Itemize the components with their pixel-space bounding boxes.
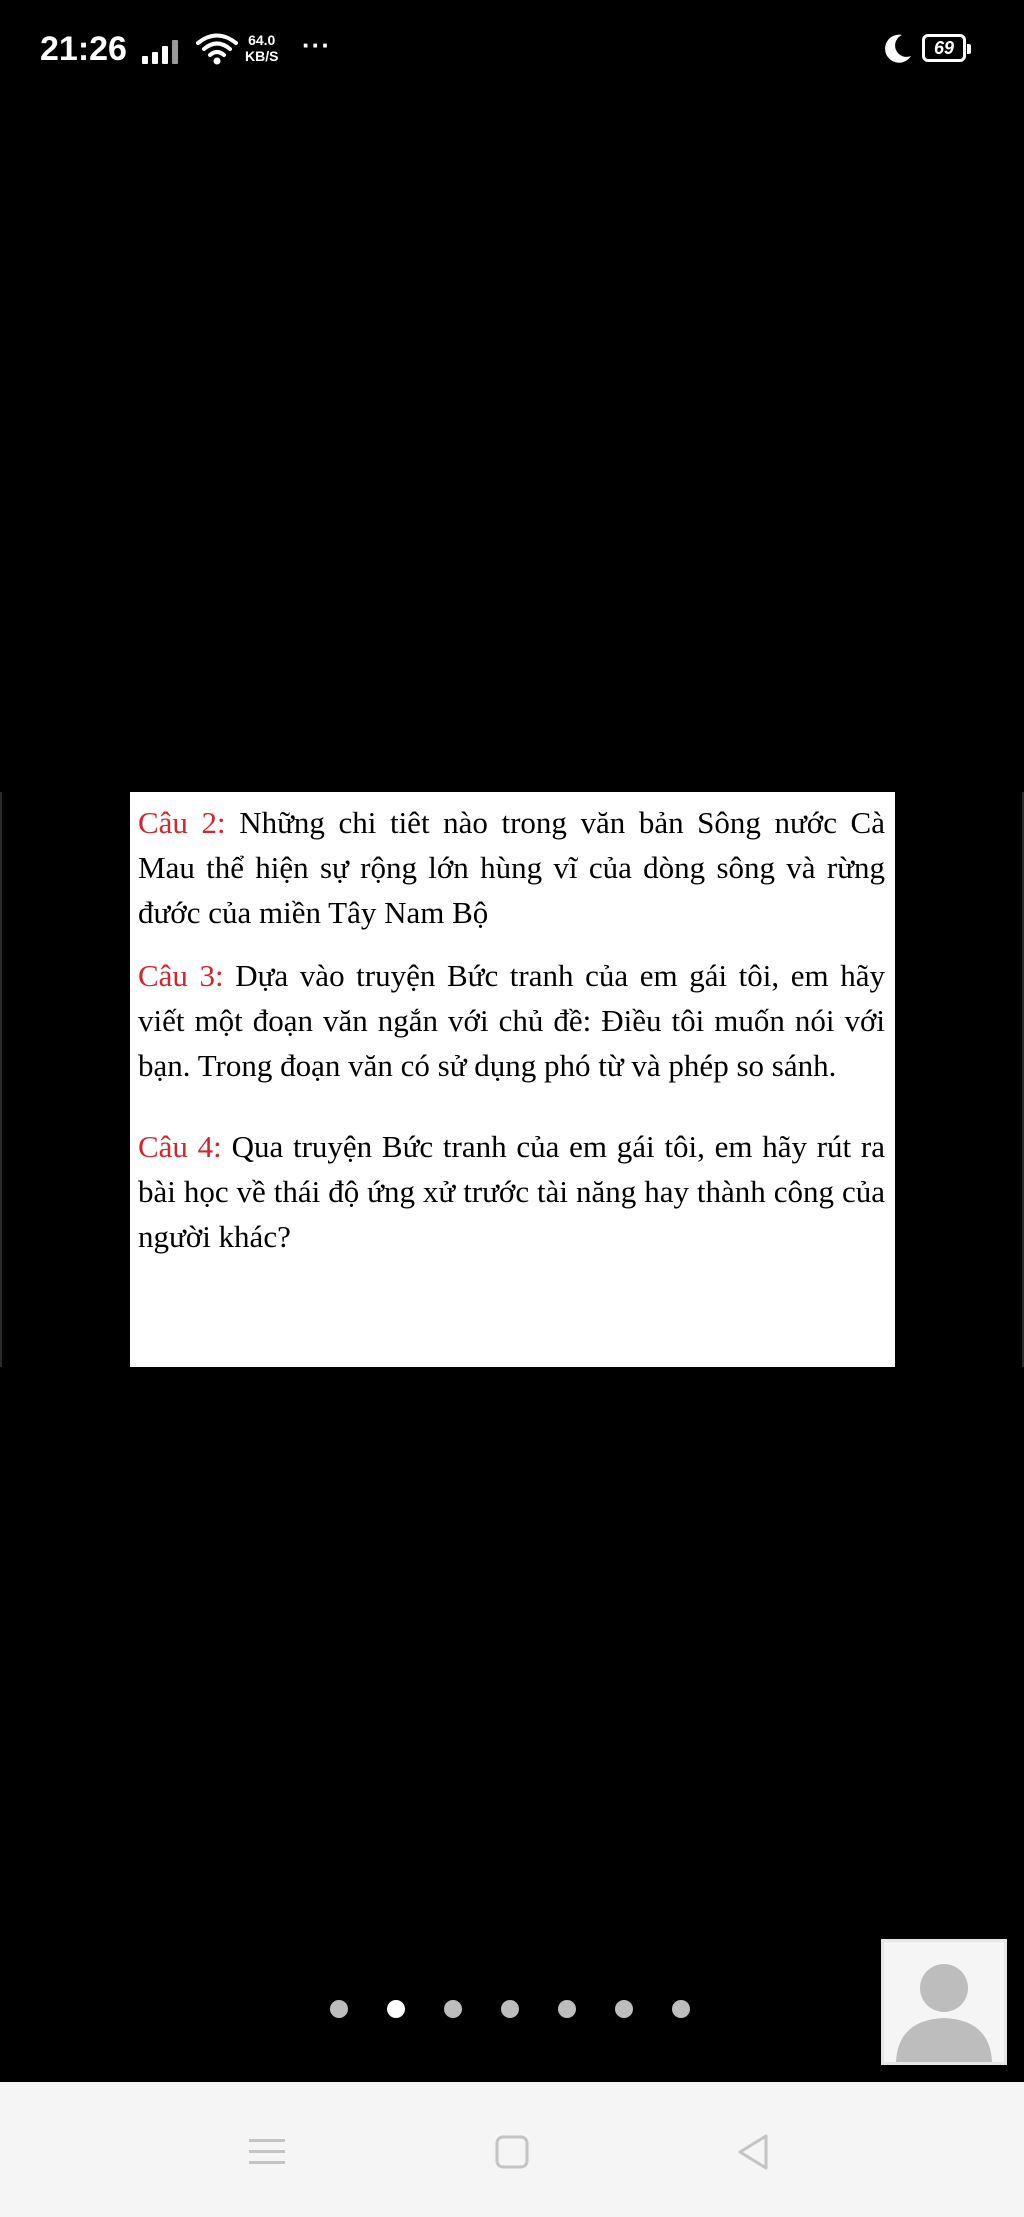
page-dot[interactable] [558,2000,576,2018]
user-icon [884,1942,1004,2062]
left-divider [0,792,2,1367]
page-dot[interactable] [672,2000,690,2018]
network-speed-value: 64.0 [248,32,276,48]
back-icon [736,2133,772,2171]
network-speed [245,32,278,64]
battery-level: 69 [933,37,955,58]
moon-icon [880,32,914,66]
question-label: Câu 3: [138,958,224,993]
more-notifications: ··· [302,30,331,60]
back-button[interactable] [724,2122,784,2182]
clock: 21:26 [40,30,127,68]
question-text: Những chi tiêt nào trong văn bản Sông nước Cà Mau thể hiện sự rộng lớn hùng vĩ của dòng sông và rừng đước của miền Tây Nam Bộ [138,805,885,930]
status-bar [0,0,1024,100]
avatar[interactable] [881,1939,1007,2065]
signal-icon [142,38,178,64]
question-text: Qua truyện Bức tranh của em gái tôi, em hãy rút ra bài học về thái độ ứng xử trước tài năng hay thành công của người khác? [138,1129,885,1254]
question-label: Câu 4: [138,1129,222,1164]
battery-icon [922,34,966,62]
question-text: Dựa vào truyện Bức tranh của em gái tôi, em hãy viết một đoạn văn ngắn với chủ đề: Điều tôi muốn nói với bạn. Trong đoạn văn có sử dụng phó từ và phép so sánh. [138,958,885,1083]
page-dot[interactable] [387,2000,405,2018]
navigation-bar [0,2082,1024,2217]
page-dot[interactable] [444,2000,462,2018]
question-2 [138,800,885,935]
page-dot[interactable] [501,2000,519,2018]
page-indicator[interactable] [330,2000,690,2018]
menu-icon [249,2137,285,2167]
page-dot[interactable] [330,2000,348,2018]
home-button[interactable] [482,2122,542,2182]
home-icon [494,2134,530,2170]
question-4 [138,1124,885,1259]
document-image [130,792,895,1367]
question-label: Câu 2: [138,805,226,840]
question-3 [138,953,885,1088]
page-dot[interactable] [615,2000,633,2018]
wifi-icon [196,32,238,66]
network-speed-unit: KB/S [245,48,279,64]
menu-button[interactable] [237,2122,297,2182]
